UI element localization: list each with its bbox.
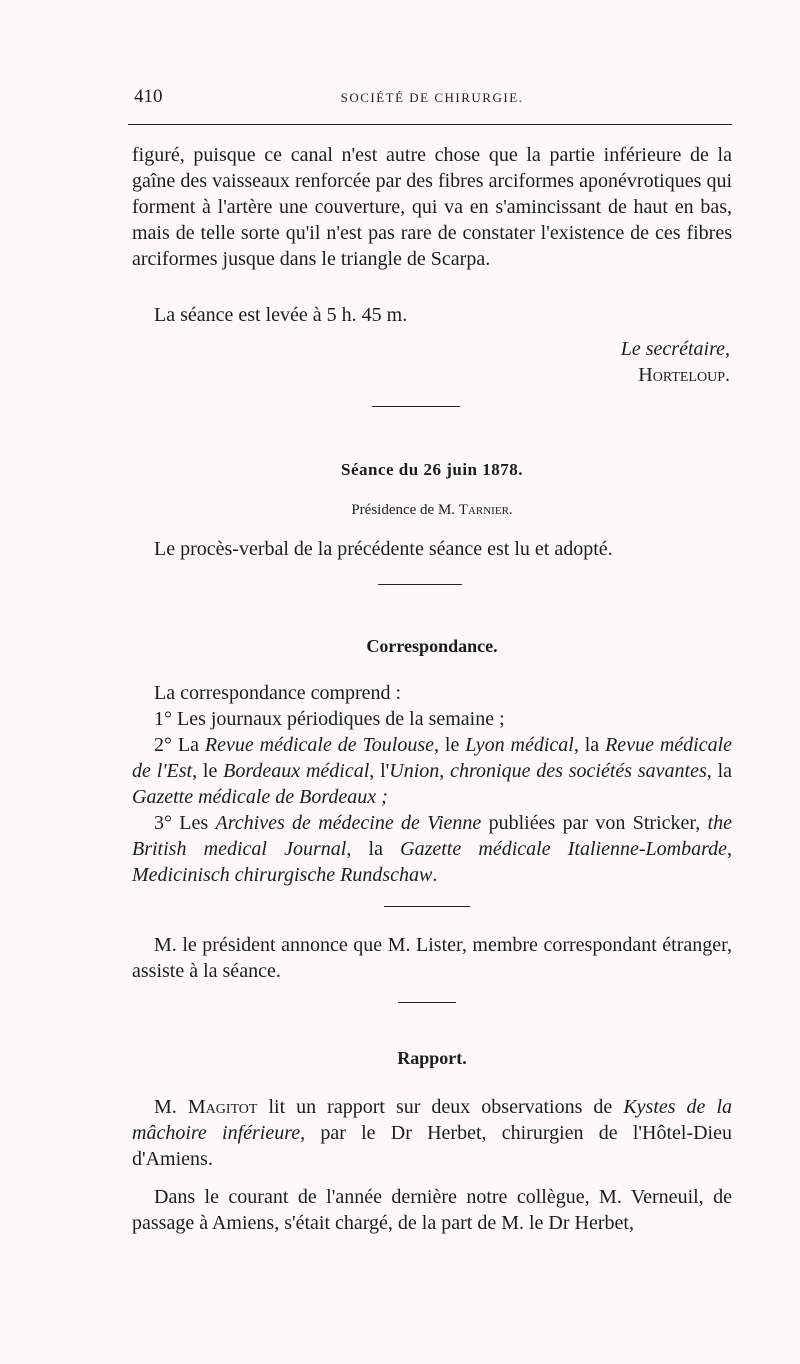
header-rule xyxy=(128,124,732,125)
president-name: Tarnier. xyxy=(458,502,513,518)
item3-journal: Medicinisch chirurgische Rundschaw xyxy=(132,864,433,886)
rapport-text: M. xyxy=(154,1096,188,1118)
item2-journal: Revue médicale de Toulouse xyxy=(204,734,434,756)
running-head: SOCIÉTÉ DE CHIRURGIE. xyxy=(340,90,524,105)
item3-journal: the British medical Journal xyxy=(132,812,732,860)
item2-text: , xyxy=(439,760,451,782)
rapport-text: lit un rapport sur deux observations de xyxy=(257,1096,624,1118)
session-title: Séance du 26 juin 1878. xyxy=(341,460,523,479)
item2-journal: Union xyxy=(389,760,440,782)
page-header xyxy=(134,86,730,116)
item3-journal: Archives de médecine de Vienne xyxy=(215,812,482,834)
correspondance-intro: La correspondance comprend : xyxy=(154,682,402,704)
item3-text: . xyxy=(432,864,438,886)
item2-text: 2° La xyxy=(154,734,205,756)
closing-line: La séance est levée à 5 h. 45 m. xyxy=(154,304,408,326)
section-divider-2 xyxy=(378,584,462,585)
correspondance-item-1: 1° Les journaux périodiques de la semaine ; xyxy=(154,708,505,730)
item2-text: , le xyxy=(434,734,466,756)
correspondance-list xyxy=(132,680,732,888)
signature-name: Horteloup. xyxy=(638,364,730,386)
item2-text: , le xyxy=(192,760,224,782)
announcement: M. le président annonce que M. Lister, membre correspondant étranger, assiste à la séance. xyxy=(132,934,732,982)
correspondance-item-2 xyxy=(132,732,732,810)
signature-title xyxy=(621,338,730,361)
item3-text: , la xyxy=(346,838,401,860)
item3-text: , xyxy=(727,838,733,860)
section-divider-4 xyxy=(398,1002,456,1003)
item2-journal: Gazette médicale de Bordeaux ; xyxy=(132,786,388,808)
session-presidence xyxy=(132,502,732,519)
item2-text: , la xyxy=(706,760,733,782)
presidence-prefix: Présidence de M. xyxy=(351,502,459,518)
section-divider-1 xyxy=(372,406,460,407)
item3-text: publiées par von Stricker, xyxy=(481,812,708,834)
section-divider-3 xyxy=(384,906,470,907)
item2-journal: chronique des sociétés savantes xyxy=(450,760,707,782)
correspondance-item-3 xyxy=(132,810,732,888)
intro-paragraph: figuré, puisque ce canal n'est autre chose que la partie inférieure de la gaîne des vaisseaux renforcée par des fibres arciformes aponévrotiques qui forment à l'artère une couverture, qui va en s'amincissant de haut en bas, mais de telle sorte qu'il n'est pas rare de constater l'existence de ces fibres arciformes jusque dans le triangle de Scarpa. xyxy=(132,144,732,270)
rapport-paragraph-2: Dans le courant de l'année dernière notre collègue, M. Verneuil, de passage à Amiens, s'était chargé, de la part de M. le Dr Herbet, xyxy=(132,1186,732,1234)
item2-journal: Lyon médical xyxy=(465,734,574,756)
rapport-text: , par le Dr Herbet, chirurgien de l'Hôtel-Dieu d'Amiens. xyxy=(132,1122,732,1170)
correspondance-title: Correspondance. xyxy=(366,636,498,656)
item3-text: 3° Les xyxy=(154,812,216,834)
rapport-author: Magitot xyxy=(187,1096,258,1118)
item2-journal: Revue médicale de l'Est xyxy=(132,734,733,782)
item2-text: , la xyxy=(573,734,606,756)
rapport-paragraph-1 xyxy=(132,1094,732,1172)
item2-text: , l' xyxy=(369,760,390,782)
rapport-subject: Kystes de la mâchoire inférieure xyxy=(132,1096,732,1144)
item3-journal: Gazette médicale Italienne-Lombarde xyxy=(400,838,728,860)
rapport-title: Rapport. xyxy=(397,1048,467,1068)
page-number: 410 xyxy=(134,86,163,107)
minutes-text: Le procès-verbal de la précédente séance est lu et adopté. xyxy=(154,538,613,560)
signature-title-text: Le secrétaire, xyxy=(620,338,730,360)
item2-journal: Bordeaux médical xyxy=(223,760,370,782)
